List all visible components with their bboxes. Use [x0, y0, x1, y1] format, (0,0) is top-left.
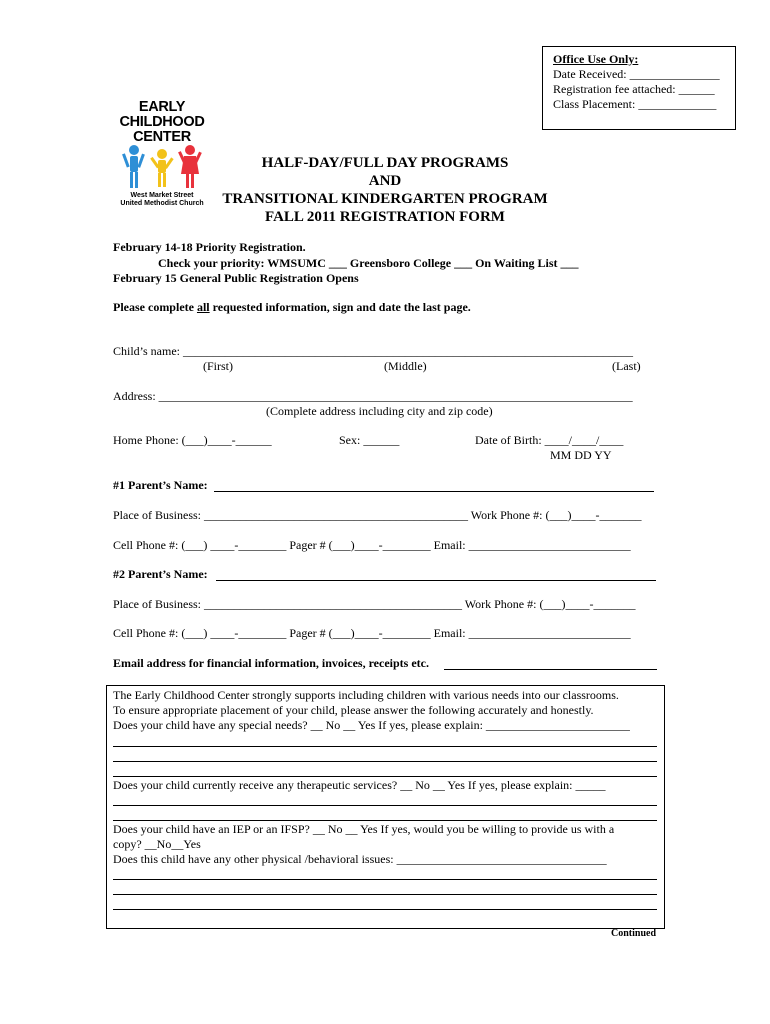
behavior-answer-line[interactable]: [113, 879, 657, 880]
priority-checkboxes[interactable]: Check your priority: WMSUMC ___ Greensboro College ___ On Waiting List ___: [158, 256, 579, 270]
child-first-label: (First): [203, 359, 233, 373]
date-of-birth-field[interactable]: Date of Birth: ____/____/____: [475, 433, 624, 447]
needs-intro-line2: To ensure appropriate placement of your child, please answer the following accurately and honestly.: [113, 703, 594, 717]
priority-registration-dates: February 14-18 Priority Registration.: [113, 240, 306, 254]
form-title-line1: HALF-DAY/FULL DAY PROGRAMS: [261, 155, 509, 171]
child-name-field[interactable]: Child’s name: ___________________________________________________________________________: [113, 344, 633, 358]
public-registration-date: February 15 General Public Registration Opens: [113, 271, 359, 285]
logo-sub-street: West Market Street: [130, 192, 194, 199]
financial-email-label: Email address for financial information, invoices, receipts etc.: [113, 656, 429, 670]
logo-sub-church: United Methodist Church: [120, 200, 204, 207]
parent2-name-field[interactable]: [216, 580, 656, 581]
financial-email-field[interactable]: [444, 669, 657, 670]
dob-format-hint: MM DD YY: [550, 448, 612, 462]
therapy-answer-line[interactable]: [113, 805, 657, 806]
behavior-answer-line[interactable]: [113, 909, 657, 910]
office-use-box: [542, 46, 736, 130]
iep-question-line2[interactable]: copy? __No__Yes: [113, 837, 201, 851]
behavior-answer-line[interactable]: [113, 894, 657, 895]
logo-line-center: CENTER: [133, 129, 191, 145]
office-use-heading: Office Use Only:: [553, 52, 639, 66]
iep-question-line1[interactable]: Does your child have an IEP or an IFSP? __ No __ Yes If yes, would you be willing to provide us with a: [113, 822, 615, 836]
form-title-line3: TRANSITIONAL KINDERGARTEN PROGRAM: [222, 191, 548, 207]
parent2-business-row[interactable]: Place of Business: ___________________________________________ Work Phone #: (___)____-_______: [113, 597, 636, 611]
registration-fee-field[interactable]: Registration fee attached: ______: [553, 82, 715, 96]
parent1-phone-row[interactable]: Cell Phone #: (___) ____-________ Pager # (___)____-________ Email: ___________________________: [113, 538, 631, 552]
child-last-label: (Last): [612, 359, 641, 373]
continued-label: Continued: [611, 928, 657, 939]
parent1-business-row[interactable]: Place of Business: ____________________________________________ Work Phone #: (___)____-_______: [113, 508, 642, 522]
special-needs-answer-line[interactable]: [113, 761, 657, 762]
date-received-field[interactable]: Date Received: _______________: [553, 67, 720, 81]
child-middle-label: (Middle): [384, 359, 427, 373]
sex-field[interactable]: Sex: ______: [339, 433, 400, 447]
parent2-name-label: #2 Parent’s Name:: [113, 567, 208, 581]
class-placement-field[interactable]: Class Placement: _____________: [553, 97, 717, 111]
special-needs-answer-line[interactable]: [113, 746, 657, 747]
address-field[interactable]: Address: _______________________________________________________________________________: [113, 389, 633, 403]
form-title-line2: AND: [368, 173, 402, 189]
special-needs-question[interactable]: Does your child have any special needs? __ No __ Yes If yes, please explain: ________________________: [113, 718, 630, 732]
logo-line-childhood: CHILDHOOD: [119, 114, 205, 130]
home-phone-field[interactable]: Home Phone: (___)____-______: [113, 433, 272, 447]
address-hint: (Complete address including city and zip code): [266, 404, 493, 418]
therapy-question[interactable]: Does your child currently receive any therapeutic services? __ No __ Yes If yes, please explain: _____: [113, 778, 606, 792]
behavior-question[interactable]: Does this child have any other physical /behavioral issues: ___________________________________: [113, 852, 607, 866]
logo-line-early: EARLY: [138, 99, 186, 115]
parent1-name-field[interactable]: [214, 491, 654, 492]
special-needs-answer-line[interactable]: [113, 776, 657, 777]
therapy-answer-line[interactable]: [113, 820, 657, 821]
parent2-phone-row[interactable]: Cell Phone #: (___) ____-________ Pager # (___)____-________ Email: ___________________________: [113, 626, 631, 640]
parent1-name-label: #1 Parent’s Name:: [113, 478, 208, 492]
form-title-line4: FALL 2011 REGISTRATION FORM: [265, 209, 505, 225]
instructions-text: Please complete all requested information, sign and date the last page.: [113, 300, 471, 314]
needs-intro-line1: The Early Childhood Center strongly supports including children with various needs into our classrooms.: [113, 688, 619, 702]
